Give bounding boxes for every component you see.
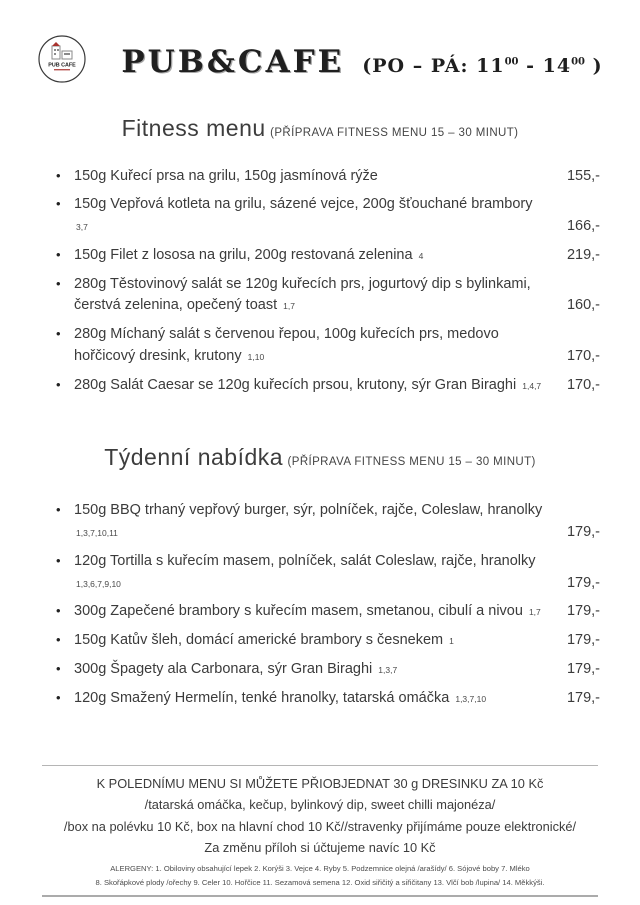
item-text: 300g Zapečené brambory s kuřecím masem, smetanou, cibulí a nivou 1,7	[74, 603, 541, 620]
allergen-numbers: 1	[449, 636, 454, 646]
item-text: 300g Špagety ala Carbonara, sýr Gran Biraghi 1,3,7	[74, 660, 398, 677]
bullet-icon: •	[56, 196, 61, 212]
bullet-icon: •	[56, 246, 61, 262]
fitness-section-heading	[0, 115, 640, 142]
weekly-section-heading	[0, 444, 640, 471]
allergen-numbers: 1,3,7,10	[455, 693, 487, 704]
item-price: 160,-	[566, 297, 600, 314]
allergen-numbers: 1,7	[528, 607, 541, 618]
item-text: 120g Smažený Hermelín, tenké hranolky, tatarská omáčka 1,3,7,10	[74, 689, 487, 706]
item-price: 179,-	[566, 632, 600, 648]
list-item	[40, 241, 600, 270]
list-item	[40, 627, 600, 656]
item-text: 150g Filet z lososa na grilu, 200g restovaná zelenina 4	[74, 246, 424, 263]
item-text: 150g Vepřová kotleta na grilu, sázené vejce, 200g šťouchané brambory 3,7	[74, 196, 533, 232]
weekly-subtitle: (PŘÍPRAVA FITNESS MENU 15 – 30 MINUT)	[287, 455, 536, 468]
list-item	[40, 191, 600, 242]
list-item	[40, 321, 600, 372]
notes-block	[0, 773, 640, 890]
note-sauces: /tatarská omáčka, kečup, bylinkový dip, sweet chilli majonéza/	[144, 797, 496, 813]
brand-title: PUB&CAFE	[121, 43, 345, 80]
weekly-title: Týdenní nabídka	[104, 443, 284, 470]
note-boxes: /box na polévku 10 Kč, box na hlavní chod 10 Kč//stravenky přijímáme pouze elektronické/	[63, 818, 577, 834]
list-item	[40, 497, 600, 548]
item-price: 179,-	[566, 603, 600, 620]
allergen-numbers: 4	[418, 250, 424, 261]
list-item	[40, 655, 600, 684]
note-sides-change: Za změnu příloh si účtujeme navíc 10 Kč	[204, 840, 436, 856]
item-price: 179,-	[566, 660, 600, 677]
item-price: 166,-	[566, 218, 600, 234]
divider-line	[42, 895, 598, 897]
divider-line	[42, 765, 598, 766]
list-item	[40, 371, 600, 400]
item-price: 179,-	[566, 574, 600, 591]
weekly-menu-list	[40, 497, 600, 713]
item-price: 179,-	[566, 689, 600, 706]
allergen-numbers: 1,10	[247, 351, 265, 362]
list-item	[40, 270, 600, 321]
bullet-icon: •	[56, 632, 61, 647]
allergen-numbers: 1,3,7,10,11	[76, 528, 118, 538]
item-text: 280g Salát Caesar se 120g kuřecích prsou, krutony, sýr Gran Biraghi 1,4,7	[74, 376, 542, 393]
fitness-title: Fitness menu	[121, 115, 266, 141]
allergen-numbers: 3,7	[76, 222, 88, 232]
bullet-icon: •	[56, 660, 61, 676]
allergen-numbers: 1,3,7	[378, 664, 398, 675]
bullet-icon: •	[56, 275, 61, 291]
bullet-icon: •	[56, 689, 61, 705]
item-text: 280g Těstovinový salát se 120g kuřecích prs, jogurtový dip s bylinkami, čerstvá zelenina, opečený toast 1,7	[74, 275, 531, 314]
list-item	[40, 684, 600, 713]
allergen-numbers: 1,4,7	[522, 380, 542, 391]
bullet-icon: •	[56, 552, 61, 568]
brand-line	[121, 44, 602, 80]
header	[0, 0, 640, 89]
item-text: 120g Tortilla s kuřecím masem, polníček, salát Coleslaw, rajče, hranolky 1,3,6,7,9,10	[74, 552, 536, 589]
list-item	[40, 547, 600, 598]
svg-text:PUB CAFE: PUB CAFE	[48, 62, 77, 69]
allergen-numbers: 1,3,6,7,9,10	[76, 578, 121, 589]
item-price: 170,-	[566, 347, 600, 364]
list-item	[40, 162, 600, 191]
bullet-icon: •	[56, 376, 61, 392]
list-item	[40, 598, 600, 627]
fitness-menu-list	[40, 162, 600, 400]
opening-hours: (PO – PÁ: $11^{00} - 14^{00}$ )	[362, 54, 603, 77]
item-text: 280g Míchaný salát s červenou řepou, 100g kuřecích prs, medovo hořčicový dresink, krutony 1,10	[74, 326, 499, 364]
item-price: 219,-	[566, 246, 600, 263]
item-text: 150g Katův šleh, domácí americké brambory s česnekem 1	[74, 632, 454, 648]
bullet-icon: •	[56, 502, 61, 518]
pub-cafe-logo-icon	[37, 34, 87, 89]
item-text: 150g BBQ trhaný vepřový burger, sýr, polníček, rajče, Coleslaw, hranolky 1,3,7,10,11	[74, 502, 543, 538]
item-price: 170,-	[566, 376, 600, 393]
bullet-icon: •	[56, 603, 61, 619]
allergen-legend-line2: 8. Skořápkové plody /ořechy 9. Celer 10. Hořčice 11. Sezamová semena 12. Oxid siřičitý a siřičitany 13. Vlčí bob /lupina/ 14. Měkkýši.	[95, 877, 545, 887]
item-price: 155,-	[566, 167, 600, 184]
allergen-numbers: 1,7	[283, 301, 295, 312]
allergen-legend-line1: ALERGENY: 1. Obiloviny obsahující lepek 2. Korýši 3. Vejce 4. Ryby 5. Podzemnice olejná /arašídy/ 6. Sójové boby 7. Mléko	[110, 863, 530, 873]
bullet-icon: •	[56, 167, 61, 183]
item-price: 179,-	[566, 524, 600, 540]
item-text: 150g Kuřecí prsa na grilu, 150g jasmínová rýže	[74, 167, 378, 184]
note-dressing: K POLEDNÍMU MENU SI MŮŽETE PŘIOBJEDNAT 30 g DRESINKU ZA 10 Kč	[96, 775, 544, 791]
fitness-subtitle: (PŘÍPRAVA FITNESS MENU 15 – 30 MINUT)	[270, 127, 519, 139]
bullet-icon: •	[56, 326, 61, 341]
